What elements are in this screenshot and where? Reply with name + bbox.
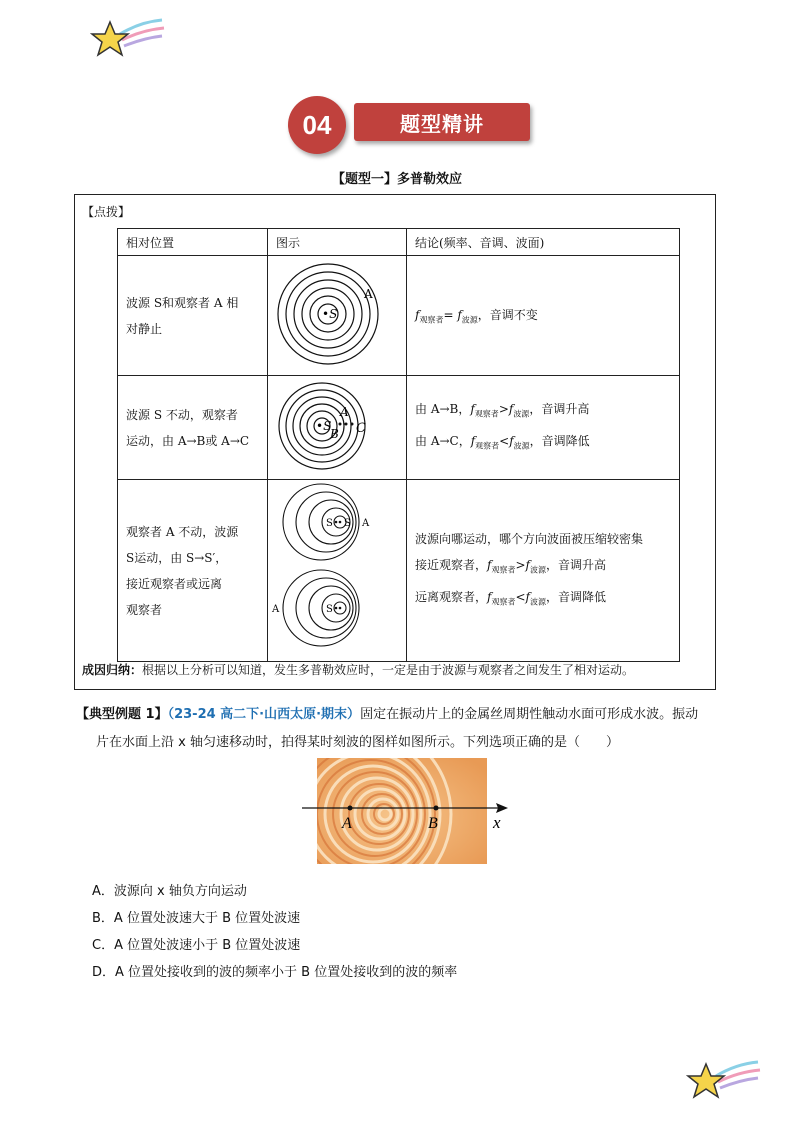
row1-position-line1: 波源 S和观察者 A 相 — [126, 295, 239, 310]
header-figure: 图示 — [268, 229, 407, 256]
row3-conclusion-line1: 波源向哪运动，哪个方向波面被压缩较密集 — [415, 532, 644, 547]
fig-label-s: •S — [322, 307, 338, 321]
x-axis-label: x — [493, 813, 501, 832]
row2-conclusion-line2: 由 A→C，$f_{观察者}<f_{波源}$，音调降低 — [415, 433, 590, 450]
fig-label-s: S — [326, 518, 333, 529]
fig-label-s: S — [326, 604, 333, 615]
fig-label-a: A — [272, 604, 280, 615]
fig-label-a: A — [364, 287, 373, 301]
freq-symbol: f — [415, 307, 420, 322]
tips-label: 【点拨】 — [82, 205, 131, 219]
summary-body: 根据以上分析可以知道，发生多普勒效应时，一定是由于波源与观察者之间发生了相对运动。 — [142, 663, 635, 677]
concentric-waves-figure — [268, 376, 406, 476]
row3-conclusion-line3: 远离观察者，$f_{观察者}<f_{波源}$，音调降低 — [415, 589, 606, 606]
row2-conclusion-line1: 由 A→B，$f_{观察者}>f_{波源}$，音调升高 — [415, 402, 590, 419]
fig-label-a: A — [362, 518, 370, 529]
freq-equals: = f — [443, 307, 462, 322]
row1-conclusion-tail: ，音调不变 — [477, 307, 538, 322]
section-title: 【题型一】多普勒效应 — [331, 172, 462, 187]
row3-position-line2: S运动，由 S→S′， — [126, 550, 228, 565]
section-banner-title: 题型精讲 — [354, 103, 530, 141]
row1-position-line2: 对静止 — [126, 321, 163, 336]
row3-conclusion-line2: 接近观察者，$f_{观察者}>f_{波源}$，音调升高 — [415, 558, 606, 575]
point-a-label: A — [342, 815, 352, 832]
point-b-label: B — [428, 815, 438, 832]
row3-conclusion — [407, 480, 680, 662]
freq-subscript: 观察者 — [419, 315, 444, 325]
star-decoration-icon — [90, 14, 170, 60]
header-position: 相对位置 — [118, 229, 268, 256]
fig-label-c: C — [356, 421, 366, 436]
table-row — [118, 256, 680, 376]
option-b[interactable]: B．A 位置处波速大于 B 位置处波速 — [92, 911, 301, 926]
freq-subscript: 波源 — [461, 315, 478, 325]
summary-text — [82, 661, 634, 678]
section-number-badge: 04 — [288, 96, 346, 154]
doppler-table — [117, 228, 680, 662]
star-decoration-icon — [686, 1056, 766, 1102]
row3-position — [118, 480, 268, 662]
fig-label-b: B — [330, 427, 339, 441]
row2-position-line2: 运动，由 A→B或 A→C — [126, 433, 250, 448]
header-conclusion: 结论(频率、音调、波面) — [407, 229, 680, 256]
fig-label-s: •S — [316, 419, 332, 433]
row2-position — [118, 376, 268, 480]
row3-position-line3: 接近观察者或远离 — [126, 576, 223, 591]
row2-position-line1: 波源 S 不动，观察者 — [126, 407, 238, 422]
x-axis-figure — [300, 796, 515, 836]
question-label: 【典型例题 1】 — [76, 707, 168, 722]
row1-figure — [268, 256, 407, 376]
question-line1 — [76, 703, 698, 722]
question-line2: 片在水面上沿 x 轴匀速移动时，拍得某时刻波的图样如图所示。下列选项正确的是（ ） — [96, 735, 619, 750]
row3-figure — [268, 480, 407, 662]
concentric-waves-figure — [268, 256, 406, 372]
table-row — [118, 480, 680, 662]
row3-position-line4: 观察者 — [126, 602, 163, 617]
table-row — [118, 376, 680, 480]
row2-figure — [268, 376, 407, 480]
fig-label-a: A — [340, 405, 349, 419]
option-a[interactable]: A．波源向 x 轴负方向运动 — [92, 884, 247, 899]
moving-source-waves-figure — [268, 480, 406, 658]
row1-position — [118, 256, 268, 376]
row3-position-line1: 观察者 A 不动，波源 — [126, 524, 239, 539]
question-source: （23-24 高二下·山西太原·期末） — [167, 707, 361, 722]
option-d[interactable]: D．A 位置处接收到的波的频率小于 B 位置处接收到的波的频率 — [92, 965, 458, 980]
row1-conclusion — [407, 256, 680, 376]
option-c[interactable]: C．A 位置处波速小于 B 位置处波速 — [92, 938, 301, 953]
summary-label: 成因归纳： — [82, 663, 143, 677]
row2-conclusion — [407, 376, 680, 480]
question-text1: 固定在振动片上的金属丝周期性触动水面可形成水波。振动 — [360, 707, 699, 722]
table-header-row — [118, 229, 680, 256]
fig-label-s-prime: S — [344, 518, 351, 529]
